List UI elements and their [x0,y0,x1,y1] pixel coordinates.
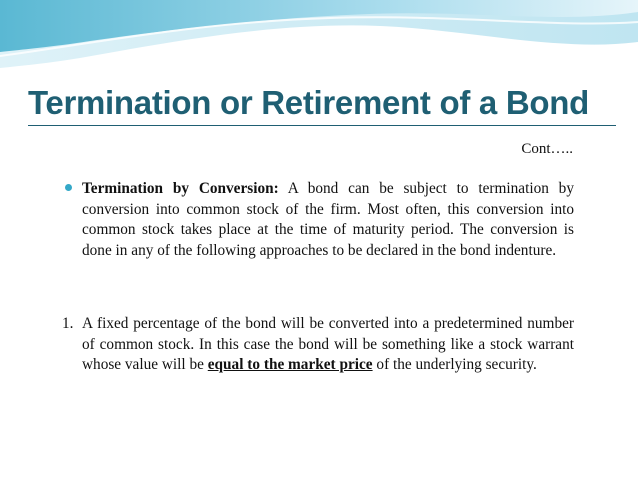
numbered-paragraph [82,314,574,376]
numbered-text-after: of the underlying security. [372,356,537,373]
list-number: 1. [62,315,74,332]
bullet-text: A bond can be subject to termination by conversion into common stock of the firm. Most often, this conversion into common stock takes place at the time of maturity period. The conversion is done in any of the following approaches to be declared in the bond indenture. [82,180,574,259]
title-underline [28,125,616,126]
slide-title: Termination or Retirement of a Bond [28,84,589,121]
bullet-icon [62,179,78,195]
numbered-emphasis: equal to the market price [207,356,373,373]
bullet-paragraph [82,179,574,261]
numbered-text-before: A fixed percentage of the bond will be converted into a predetermined number of common stock. In this case the bond will be something like a stock warrant whose value will be [82,315,574,373]
continuation-label: Cont….. [521,141,573,157]
header-wave-decoration [0,0,638,90]
bullet-heading: Termination by Conversion: [82,180,279,197]
